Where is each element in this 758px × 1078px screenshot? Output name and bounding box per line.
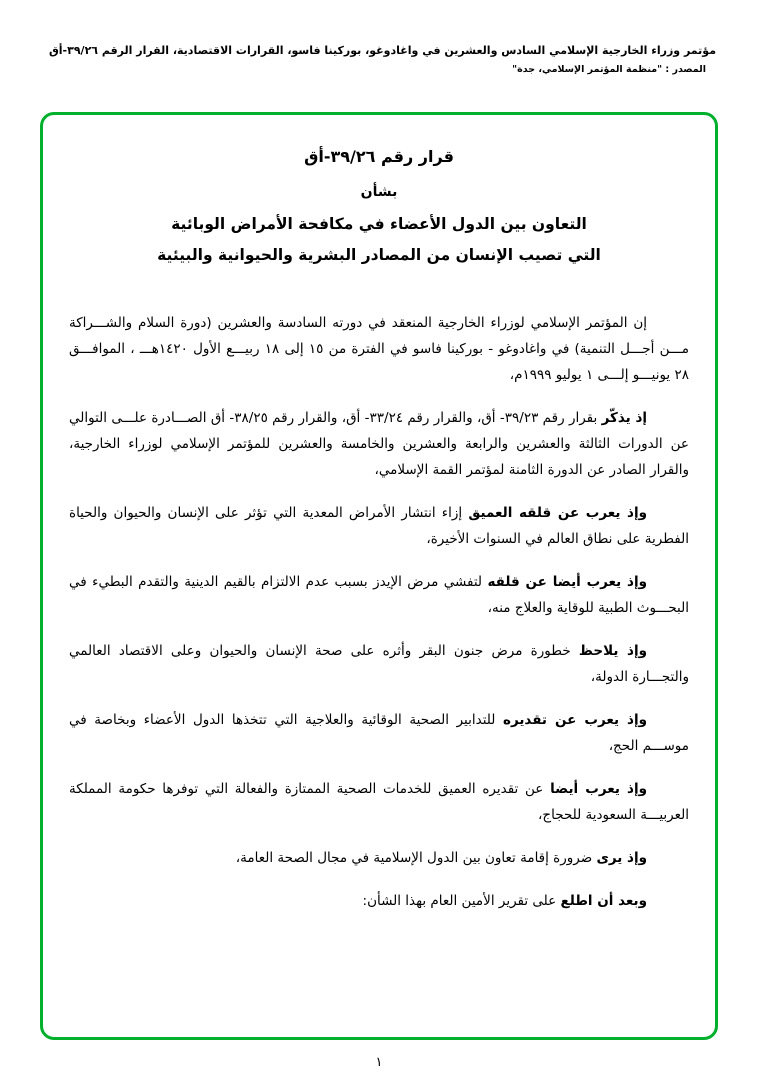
paragraph-cooperation-need [69, 845, 689, 871]
paragraph-lead: وإذ يعرب أيضا عن قلقه [487, 574, 648, 590]
resolution-regarding: بشأن [360, 184, 398, 200]
paragraph-text: على تقرير الأمين العام بهذا الشأن: [362, 893, 561, 909]
paragraph-recalling [69, 405, 689, 483]
resolution-title-line-2: التي تصيب الإنسان من المصادر البشرية والحيوانية والبيئية [157, 246, 601, 264]
paragraph-text: إزاء انتشار الأمراض المعدية التي تؤثر على الإنسان والحيوان والحياة الفطرية على نطاق العالم في السنوات الأخيرة، [69, 505, 689, 547]
paragraph-text: عن تقديره العميق للخدمات الصحية الممتازة والفعالة التي توفرها حكومة المملكة العربيـــة السعودية للحجاج، [69, 781, 689, 823]
resolution-title-block [69, 147, 689, 264]
paragraph-text: ضرورة إقامة تعاون بين الدول الإسلامية في مجال الصحة العامة، [235, 850, 597, 866]
paragraph-appreciation-saudi [69, 776, 689, 828]
resolution-body [69, 310, 689, 914]
paragraph-sg-report [69, 888, 689, 914]
paragraph-preamble [69, 310, 689, 388]
paragraph-lead: وإذ يعرب عن قلقه العميق [468, 505, 647, 521]
paragraph-lead: إذ يذكّر [601, 410, 648, 426]
paragraph-noting-bse [69, 638, 689, 690]
header-title-line: مؤتمر وزراء الخارجية الإسلامي السادس والعشرين في واغادوغو، بوركينا فاسو، القرارات الاقتصادية، القرار الرقم ٣٩/٢٦-أق [48, 44, 716, 57]
resolution-border-box [40, 112, 718, 1040]
paragraph-text: إن المؤتمر الإسلامي لوزراء الخارجية المنعقد في دورته السادسة والعشرين (دورة السلام والشـــراكة مـــن أجـــل التنمية) في واغادوغو - بوركينا فاسو في الفترة من ١٥ إلى ١٨ ربيـــع الأول ١٤٢٠هـــ ، الموافـــق ٢٨ يونيـــو إلـــى ١ يوليو ١٩٩٩م، [69, 315, 689, 383]
paragraph-text: للتدابير الصحية الوقائية والعلاجية التي تتخذها الدول الأعضاء وبخاصة في موســـم الحج، [69, 712, 689, 754]
paragraph-concern-aids [69, 569, 689, 621]
paragraph-lead: وإذ يلاحظ [578, 643, 647, 659]
header-source-line: المصدر : "منظمة المؤتمر الإسلامي، جدة" [512, 64, 706, 75]
paragraph-text: بقرار رقم ٣٩/٢٣- أق، والقرار رقم ٣٣/٢٤- أق، والقرار رقم ٣٨/٢٥- أق الصـــادرة علـــى التوالي عن الدورات الثالثة والعشرين والرابعة والعشرين والخامسة والعشرين للمؤتمر الإسلامي لوزراء الخارجية، والقرار الصادر عن الدورة الثامنة لمؤتمر القمة الإسلامي، [69, 410, 689, 478]
paragraph-lead: وإذ يعرب عن تقديره [502, 712, 648, 728]
document-header [30, 44, 716, 75]
paragraph-deep-concern [69, 500, 689, 552]
paragraph-lead: وإذ يعرب أيضا [550, 781, 647, 797]
paragraph-lead: وإذ يرى [596, 850, 647, 866]
paragraph-text: خطورة مرض جنون البقر وأثره على صحة الإنسان والحيوان وعلى الاقتصاد العالمي والتجـــارة الدولة، [69, 643, 689, 685]
resolution-title-line-1: التعاون بين الدول الأعضاء في مكافحة الأمراض الوبائية [171, 215, 587, 233]
page-number: ١ [375, 1055, 383, 1070]
paragraph-text: لتفشي مرض الإيدز بسبب عدم الالتزام بالقيم الدينية والتقدم البطيء في البحـــوث الطبية للوقاية والعلاج منه، [69, 574, 689, 616]
paragraph-lead: وبعد أن اطلع [560, 893, 647, 909]
paragraph-appreciation-measures [69, 707, 689, 759]
resolution-number: قرار رقم ٣٩/٢٦-أق [304, 147, 454, 166]
